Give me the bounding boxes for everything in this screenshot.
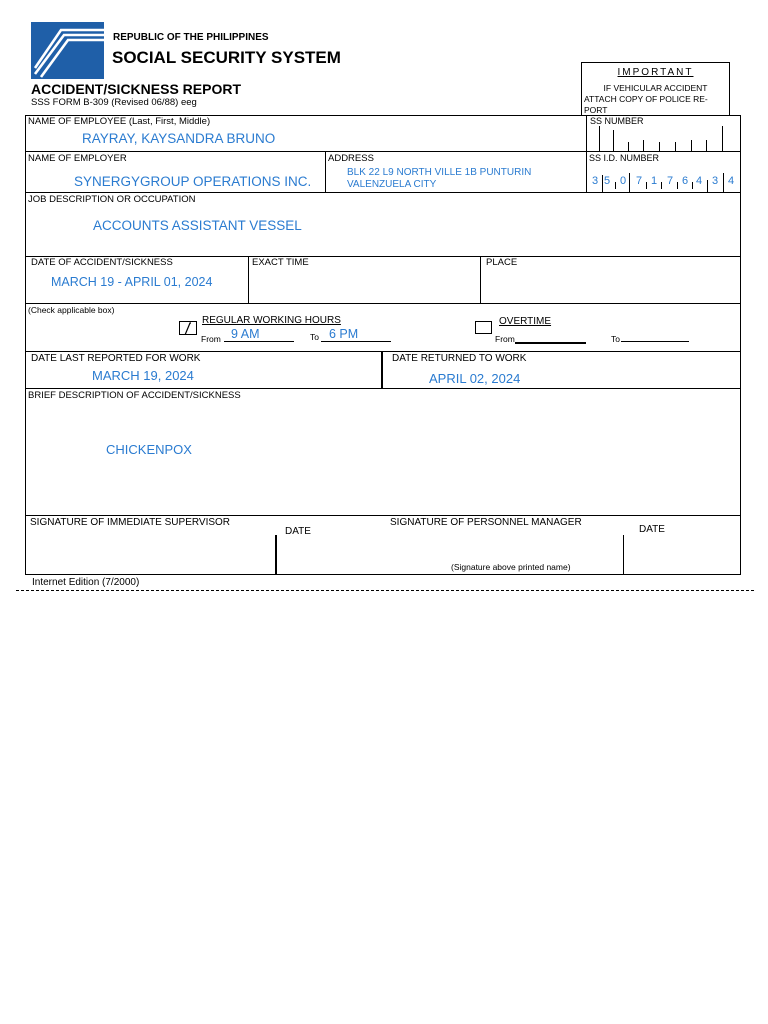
col-divider [381, 351, 383, 389]
regular-hours-label: REGULAR WORKING HOURS [202, 315, 341, 326]
ss-id-label: SS I.D. NUMBER [589, 153, 660, 163]
returned-value[interactable]: APRIL 02, 2024 [429, 371, 521, 386]
last-reported-label: DATE LAST REPORTED FOR WORK [31, 353, 201, 364]
accident-date-label: DATE OF ACCIDENT/SICKNESS [31, 257, 173, 268]
row-divider [25, 351, 741, 352]
overtime-label: OVERTIME [499, 316, 552, 327]
overtime-to-label: To [611, 334, 620, 344]
address-label: ADDRESS [328, 153, 374, 164]
col-divider [275, 535, 277, 575]
overtime-to-line[interactable] [621, 341, 689, 342]
employee-name-value[interactable]: RAYRAY, KAYSANDRA BRUNO [82, 131, 276, 146]
job-label: JOB DESCRIPTION OR OCCUPATION [28, 194, 196, 205]
important-line-2: ATTACH COPY OF POLICE RE- [584, 94, 708, 104]
sss-logo [31, 22, 104, 79]
row-divider [25, 151, 741, 152]
row-divider [25, 303, 741, 304]
ss-number-boxes[interactable] [599, 126, 723, 151]
edition-label: Internet Edition (7/2000) [32, 577, 140, 588]
ss-number-label: SS NUMBER [590, 116, 644, 126]
description-value[interactable]: CHICKENPOX [106, 442, 192, 457]
regular-from-value[interactable]: 9 AM [231, 327, 260, 341]
row-divider [25, 192, 741, 193]
regular-hours-checkbox[interactable] [179, 321, 197, 335]
address-line-2[interactable]: VALENZUELA CITY [347, 179, 437, 190]
regular-to-value[interactable]: 6 PM [329, 327, 359, 341]
overtime-checkbox[interactable] [475, 321, 492, 334]
important-line-3: PORT [584, 105, 608, 115]
regular-from-line [224, 341, 294, 342]
place-label: PLACE [486, 257, 518, 268]
row-divider [25, 515, 741, 516]
returned-label: DATE RETURNED TO WORK [392, 353, 527, 364]
supervisor-signature-label: SIGNATURE OF IMMEDIATE SUPERVISOR [30, 517, 231, 528]
republic-label: REPUBLIC OF THE PHILIPPINES [113, 32, 269, 43]
col-divider [248, 256, 249, 304]
description-label: BRIEF DESCRIPTION OF ACCIDENT/SICKNESS [28, 390, 241, 401]
date-label-1: DATE [285, 526, 311, 537]
job-value[interactable]: ACCOUNTS ASSISTANT VESSEL [93, 218, 302, 233]
ss-id-digits[interactable]: 3 5 0 7 1 7 6 4 3 4 [589, 170, 739, 192]
important-box [581, 62, 730, 116]
employer-label: NAME OF EMPLOYER [28, 153, 127, 164]
col-divider [623, 535, 624, 575]
employee-name-label: NAME OF EMPLOYEE (Last, First, Middle) [28, 116, 211, 127]
important-line-1: IF VEHICULAR ACCIDENT [603, 83, 708, 93]
regular-to-line [321, 341, 391, 342]
employer-value[interactable]: SYNERGYGROUP OPERATIONS INC. [74, 174, 312, 189]
cut-line [16, 590, 754, 591]
date-label-2: DATE [639, 524, 665, 535]
printed-name-note: (Signature above printed name) [451, 562, 571, 572]
row-divider [25, 388, 741, 389]
last-reported-value[interactable]: MARCH 19, 2024 [92, 368, 194, 383]
col-divider [586, 115, 587, 193]
accident-date-value[interactable]: MARCH 19 - APRIL 01, 2024 [51, 275, 213, 289]
exact-time-label: EXACT TIME [252, 257, 309, 268]
overtime-from-label: From [495, 334, 515, 344]
overtime-from-line[interactable] [515, 342, 586, 344]
agency-name: SOCIAL SECURITY SYSTEM [112, 48, 341, 67]
address-line-1[interactable]: BLK 22 L9 NORTH VILLE 1B PUNTURIN [347, 167, 532, 178]
form-title: ACCIDENT/SICKNESS REPORT [31, 81, 242, 97]
important-heading: IMPORTANT [617, 67, 694, 78]
manager-signature-label: SIGNATURE OF PERSONNEL MANAGER [390, 517, 582, 528]
form-code: SSS FORM B-309 (Revised 06/88) eeg [31, 97, 197, 108]
regular-from-label: From [201, 334, 221, 344]
col-divider [325, 151, 326, 193]
col-divider [480, 256, 481, 304]
regular-to-label: To [310, 332, 319, 342]
check-box-instruction: (Check applicable box) [28, 305, 115, 315]
